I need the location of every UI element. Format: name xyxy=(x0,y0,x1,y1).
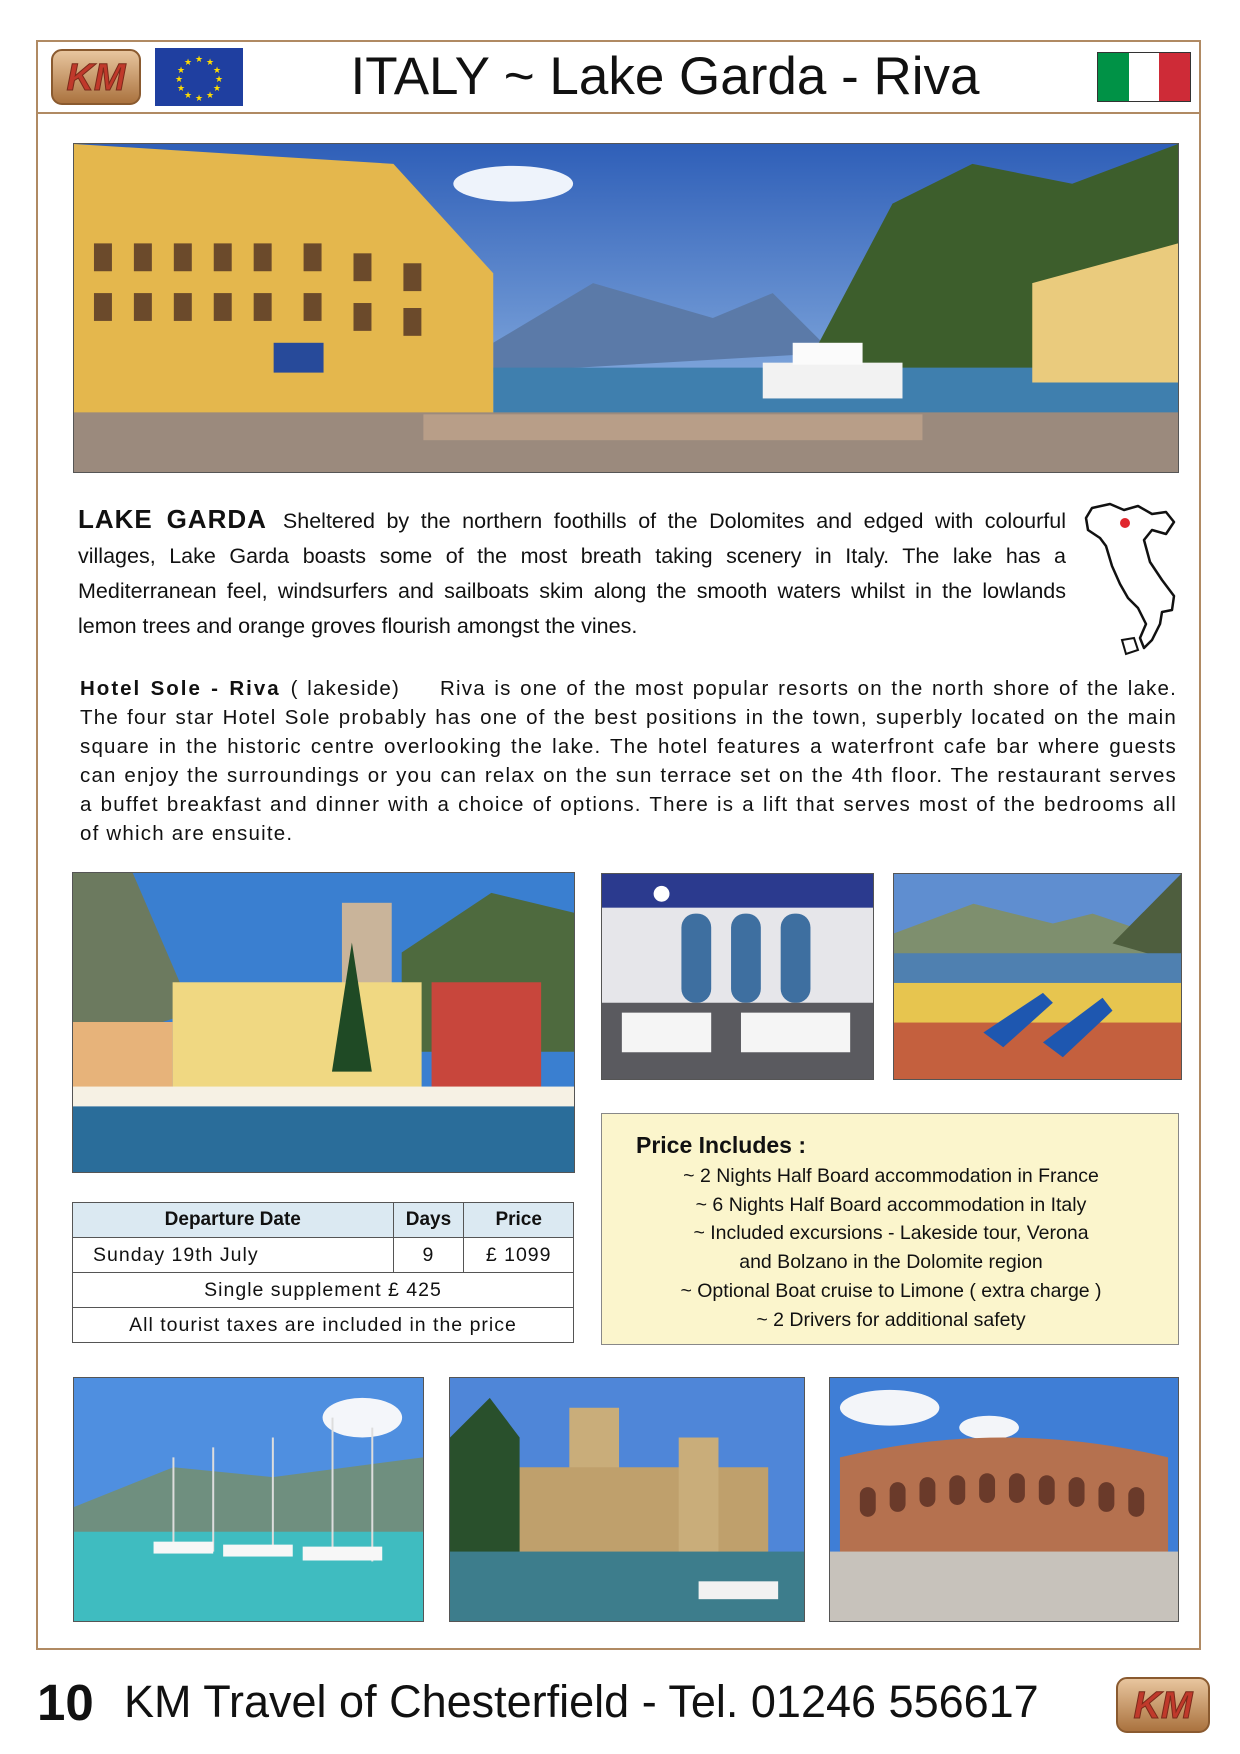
table-header-row xyxy=(73,1203,574,1238)
tourist-taxes-note: All tourist taxes are included in the price xyxy=(73,1308,574,1343)
hotel-restaurant-photo xyxy=(601,873,874,1080)
price-includes-title: Price Includes : xyxy=(636,1132,807,1158)
departure-price-table xyxy=(72,1202,574,1343)
departure-date-cell: Sunday 19th July xyxy=(73,1238,394,1273)
list-item: and Bolzano in the Dolomite region xyxy=(739,1251,1043,1274)
italy-flag-icon xyxy=(1097,52,1191,102)
page-title: ITALY ~ Lake Garda - Riva xyxy=(350,47,980,106)
svg-text:★: ★ xyxy=(212,84,222,94)
table-row xyxy=(73,1273,574,1308)
svg-text:★: ★ xyxy=(176,84,186,94)
italy-map-icon xyxy=(1082,500,1178,658)
sirmione-castle-photo xyxy=(449,1377,805,1622)
list-item: ~ 6 Nights Half Board accommodation in Italy xyxy=(695,1193,1087,1216)
table-header-days: Days xyxy=(393,1203,464,1238)
list-item: ~ Included excursions - Lakeside tour, Verona xyxy=(693,1222,1089,1245)
hotel-subheading: ( lakeside) xyxy=(290,677,401,700)
svg-text:★: ★ xyxy=(194,55,204,65)
sun-terrace-photo xyxy=(893,873,1182,1080)
table-header-price: Price xyxy=(464,1203,574,1238)
svg-text:★: ★ xyxy=(194,94,204,104)
marina-photo xyxy=(73,1377,424,1622)
svg-text:★: ★ xyxy=(212,66,222,76)
svg-text:KM: KM xyxy=(66,57,126,99)
price-includes-list xyxy=(602,1162,1180,1334)
eu-flag-icon xyxy=(155,48,243,106)
days-cell: 9 xyxy=(393,1238,464,1273)
km-logo xyxy=(50,48,142,106)
list-item: ~ 2 Drivers for additional safety xyxy=(756,1308,1026,1331)
table-row xyxy=(73,1308,574,1343)
price-cell: £ 1099 xyxy=(464,1238,574,1273)
svg-text:★: ★ xyxy=(183,58,193,68)
riva-harbour-photo xyxy=(73,143,1179,473)
svg-text:KM: KM xyxy=(1133,1685,1193,1727)
verona-arena-photo xyxy=(829,1377,1179,1622)
footer-contact: KM Travel of Chesterfield - Tel. 01246 556617 xyxy=(124,1676,1039,1727)
header-divider xyxy=(36,112,1201,114)
price-includes-box xyxy=(601,1113,1179,1345)
hotel-sole-exterior-photo xyxy=(72,872,575,1173)
svg-text:★: ★ xyxy=(183,91,193,101)
table-header-departure: Departure Date xyxy=(73,1203,394,1238)
list-item: ~ 2 Nights Half Board accommodation in France xyxy=(683,1165,1099,1187)
hotel-body: Riva is one of the most popular resorts on the north shore of the lake. The four star Hotel Sole probably has one of the best positions in the town, superbly located on the main square in the historic centre overlooking the lake. The hotel features a waterfront cafe bar where guests can enjoy the surroundings or you can relax on the sun terrace set on the 4th floor. The restaurant serves a buffet breakfast and dinner with a choice of options. There is a lift that serves most of the bedrooms all of which are ensuite. xyxy=(80,677,1177,845)
svg-text:★: ★ xyxy=(214,75,224,85)
table-row xyxy=(73,1238,574,1273)
lake-garda-body: Sheltered by the northern foothills of the Dolomites and edged with colourful villages, Lake Garda boasts some of the most breath taking scenery in Italy. The lake has a Mediterranean feel, windsurfers and sailboats skim along the smooth waters whilst in the lowlands lemon trees and orange groves flourish amongst the vines. xyxy=(78,509,1066,638)
hotel-heading: Hotel Sole - Riva xyxy=(80,677,281,700)
svg-text:★: ★ xyxy=(174,75,184,85)
single-supplement-cell: Single supplement £ 425 xyxy=(73,1273,574,1308)
hotel-description xyxy=(80,674,1177,848)
page-number: 10 xyxy=(37,1674,94,1731)
lake-garda-heading: LAKE GARDA xyxy=(78,504,267,534)
svg-text:★: ★ xyxy=(205,91,215,101)
list-item: ~ Optional Boat cruise to Limone ( extra charge ) xyxy=(680,1279,1102,1302)
svg-text:★: ★ xyxy=(176,66,186,76)
svg-text:★: ★ xyxy=(205,58,215,68)
km-logo-footer xyxy=(1115,1676,1211,1734)
lake-garda-description xyxy=(78,502,1066,644)
